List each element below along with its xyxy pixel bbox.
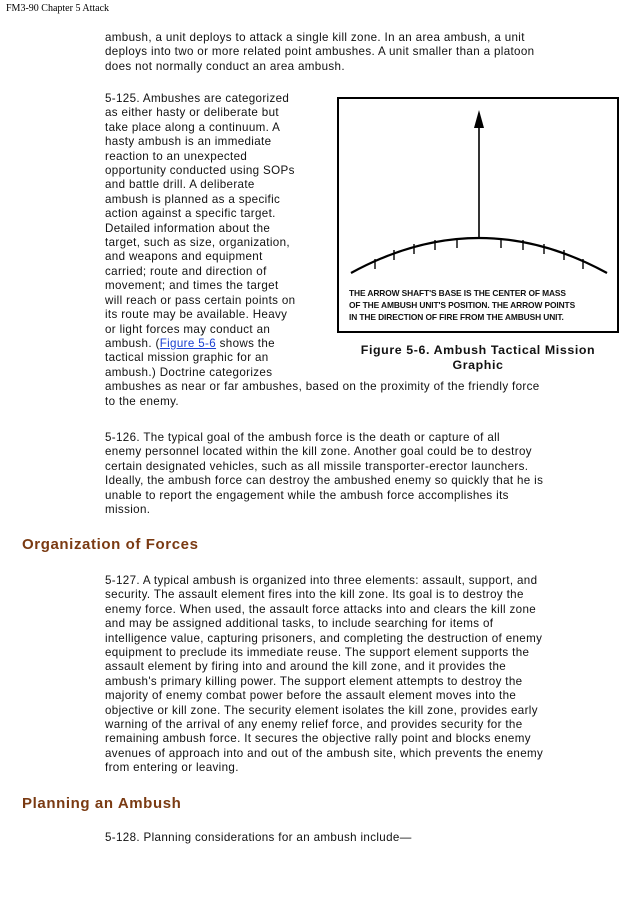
text-line: ambush is planned as a specific [105,192,281,206]
text-line: 5-125. Ambushes are categorized [105,92,290,105]
text-line: ambush.) Doctrine categorizes [105,365,273,379]
text-line: assault element by firing into and around the kill zone, and it provides the [105,660,507,674]
text-line: as either hasty or deliberate but [105,106,279,120]
text-line: and weapons and equipment [105,250,263,264]
section-heading-organization: Organization of Forces [22,536,199,553]
ambush-figure [337,97,619,333]
text-line: and battle drill. A deliberate [105,178,255,192]
text-line: deploys into two or more related point ambushes. A unit smaller than a platoon [105,45,535,59]
figure-note-line: THE ARROW SHAFT'S BASE IS THE CENTER OF MASS [349,288,566,298]
figure-note-line: IN THE DIRECTION OF FIRE FROM THE AMBUSH UNIT. [349,312,564,322]
text-line: enemy force. When used, the assault force attacks into and clears the kill zone [105,602,537,616]
text-line: intelligence value, capturing prisoners, and completing the destruction of enemy [105,631,543,645]
text-line: objective or kill zone. The security element isolates the kill zone, provides early [105,703,538,717]
text-line: movement; and times the target [105,279,279,293]
text-line: ambush, a unit deploys to attack a single kill zone. In an area ambush, a unit [105,31,525,44]
figure-note-line: OF THE AMBUSH UNIT'S POSITION. THE ARROW POINTS [349,300,576,310]
paragraph-intro [105,31,605,74]
text-line: its route may be available. Heavy [105,308,288,322]
text-line: security. The assault element fires into the kill zone. Its goal is to destroy the [105,588,524,602]
text-line: tactical mission graphic for an [105,351,269,365]
text-line: warning of the arrival of any enemy relief force, and provides security for the [105,718,523,732]
text-line: remaining ambush force. It secures the objective rally point and blocks enemy [105,732,531,746]
text-line: Detailed information about the [105,221,271,235]
paragraph-5-126 [105,431,605,517]
figure-5-6-link[interactable]: Figure 5-6 [159,336,217,350]
section-heading-planning: Planning an Ambush [22,795,182,812]
paragraph-5-127 [105,574,605,776]
text-line: 5-127. A typical ambush is organized into three elements: assault, support, and [105,574,538,587]
text-line: opportunity conducted using SOPs [105,164,295,178]
text-line: ambushes as near or far ambushes, based on the proximity of the friendly force [105,380,540,394]
text-line: equipment to preclude its immediate reuse. The support element supports the [105,646,530,660]
figure-caption-line: Graphic [452,358,504,372]
text-fragment: ambush. ( [105,336,160,350]
text-line: to the enemy. [105,394,179,408]
text-fragment: shows the [216,336,275,350]
figure-caption-line: Figure 5-6. Ambush Tactical Mission [360,343,596,357]
figure-caption [337,343,619,373]
text-line: from entering or leaving. [105,761,239,775]
text-line: target, such as size, organization, [105,236,290,250]
text-line: 5-126. The typical goal of the ambush force is the death or capture of all [105,431,500,444]
text-line: certain designated vehicles, such as all missile transporter-erector launchers. [105,459,529,473]
text-line: mission. [105,503,151,517]
text-line: take place along a continuum. A [105,120,281,134]
text-line: ambush's primary killing power. The support element attempts to destroy the [105,674,523,688]
text-line: hasty ambush is an immediate [105,135,272,149]
text-line: and may be assigned additional tasks, to include searching for items of [105,617,494,631]
page-header: FM3-90 Chapter 5 Attack [6,3,110,14]
text-line: action against a specific target. [105,207,276,221]
text-line: reaction to an unexpected [105,149,248,163]
text-line: enemy personnel located within the kill zone. Another goal could be to destroy [105,445,532,459]
text-line: carried; route and direction of [105,264,267,278]
text-line: avenues of approach into and out of the ambush site, which prevents the enemy [105,746,544,760]
text-line: will reach or pass certain points on [105,293,296,307]
text-line: does not normally conduct an area ambush. [105,59,345,73]
text-line: 5-128. Planning considerations for an ambush include— [105,831,412,844]
text-line: Ideally, the ambush force can destroy the ambushed enemy so quickly that he is [105,474,544,488]
figure-note [349,287,611,323]
paragraph-5-128 [105,831,605,845]
text-line: or light forces may conduct an [105,322,271,336]
text-line: majority of enemy combat power before the assault element moves into the [105,689,517,703]
text-line: unable to report the engagement while the ambush force accomplishes its [105,488,509,502]
